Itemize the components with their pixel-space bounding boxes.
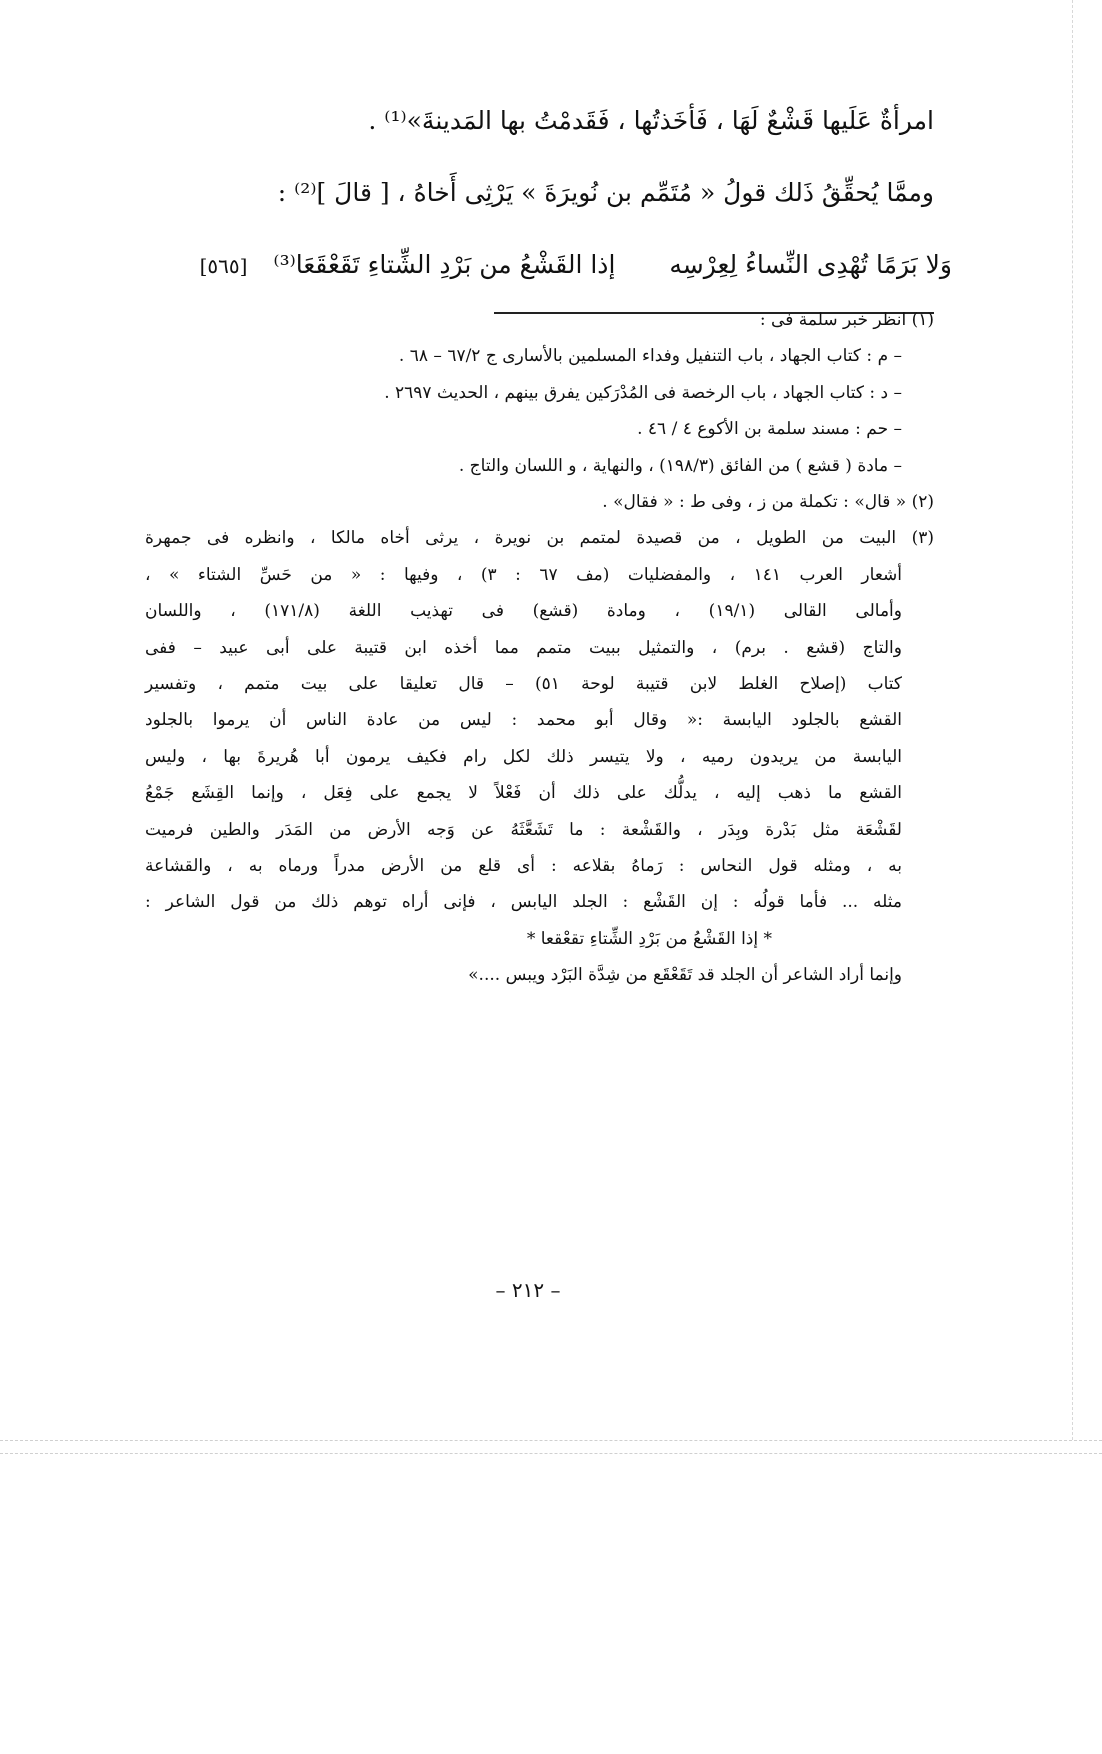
verse-line (152, 250, 952, 279)
footnote-line: وإنما أراد الشاعر أن الجلد قد تَقَعْقَع من شِدَّة البَرْد ويبس ....» (468, 965, 902, 986)
footnote-line: (١) انظر خبر سلمة فى : (759, 310, 934, 330)
footnote-line: لقَشْعَة مثل بَدْرة وبِدَر ، والقَشْعة : ما تَشَعَّثَهُ عن وَجه الأرض من المَدَر والطين فرميت (145, 819, 902, 840)
footnote-line: اليابسة من يريدون رميه ، ولا يتيسر ذلك لكل رام فكيف يرمون أبا هُريرةَ بها ، وليس (145, 746, 902, 767)
footnote-line: به ، ومثله قول النحاس : رَماهُ بقلاعه : أى قلع من الأرض مدراً ورماه به ، والقشاعة (145, 856, 902, 876)
footnote-line: والتاج (قشع . برم) ، والتمثيل ببيت متمم مما أخذه ابن قتيبة على أبى عبيد – ففى (145, 637, 902, 658)
footnote-line: – مادة ( قشع ) من الفائق (١٩٨/٣) ، والنهاية ، و اللسان والتاج . (458, 455, 902, 476)
page-number: – ٢١٢ – (495, 1278, 561, 1302)
footnote-line: – د : كتاب الجهاد ، باب الرخصة فى المُدْرَكين يفرق بينهم ، الحديث ٢٦٩٧ . (384, 382, 902, 403)
footnote-line: القشع بالجلود اليابسة :« وقال أبو محمد : ليس من عادة الناس أن يرموا بالجلود (145, 710, 902, 731)
footnote-line: القشع ما ذهب إليه ، يدلُّك على ذلك أن فَعْلاً لا يجمع على فِعَل ، وإنما القِشَع جَمْعُ (145, 783, 902, 804)
verse-hemistich-1: وَلا بَرَمًا تُهْدِى النِّساءُ لِعِرْسِه (669, 250, 952, 279)
footnote-line: * إذا القَشْعُ من بَرْدِ الشِّتاءِ تقعْقعا * (526, 928, 772, 949)
scan-artifact-edge (1072, 0, 1073, 1440)
main-text-line-2: وممَّا يُحقِّقُ ذَلك قولُ « مُتَمِّم بن نُويرَةَ » يَرْثِى أَخاهُ ، [ قالَ ]⁽²⁾ : (277, 178, 934, 207)
scan-artifact-line (0, 1453, 1102, 1454)
footnote-line: أشعار العرب ١٤١ ، والمفضليات (مف ٦٧ : ٣) ، وفيها : « من حَسِّ الشتاء » ، (145, 564, 902, 585)
footnote-line: (٣) البيت من الطويل ، من قصيدة لمتمم بن نويرة ، يرثى أخاه مالكا ، وانظره فى جمهرة (145, 528, 934, 549)
footnote-line: مثله ... فأما قولُه : إن القَشْع : الجلد اليابس ، فإنى أراه توهم ذلك من قول الشاعر : (145, 892, 902, 913)
footnote-line: – حم : مسند سلمة بن الأكوع ٤ / ٤٦ . (637, 419, 902, 440)
footnote-line: – م : كتاب الجهاد ، باب التنفيل وفداء المسلمين بالأسارى ج ٦٧/٢ – ٦٨ . (398, 346, 902, 367)
verse-number: [٥٦٥] (199, 254, 248, 278)
footnote-line: وأمالى القالى (١٩/١) ، ومادة (قشع) فى تهذيب اللغة (١٧١/٨) ، واللسان (145, 601, 902, 622)
scan-artifact-line (0, 1440, 1102, 1441)
footnote-line: كتاب (إصلاح الغلط لابن قتيبة لوحة ٥١) – قال تعليقا على بيت متمم ، وتفسير (145, 674, 902, 694)
main-text-line-1: امرأةٌ عَلَيها قَشْعٌ لَهَا ، فَأخَذتُها ، فَقَدمْتُ بها المَدينةَ»⁽¹⁾ . (368, 106, 934, 135)
footnote-line: (٢) « قال» : تكملة من ز ، وفى ط : « فقال» . (602, 492, 934, 512)
verse-hemistich-2: إذا القَشْعُ من بَرْدِ الشِّتاءِ تَقَعْقَعَا⁽³⁾ (273, 250, 616, 279)
